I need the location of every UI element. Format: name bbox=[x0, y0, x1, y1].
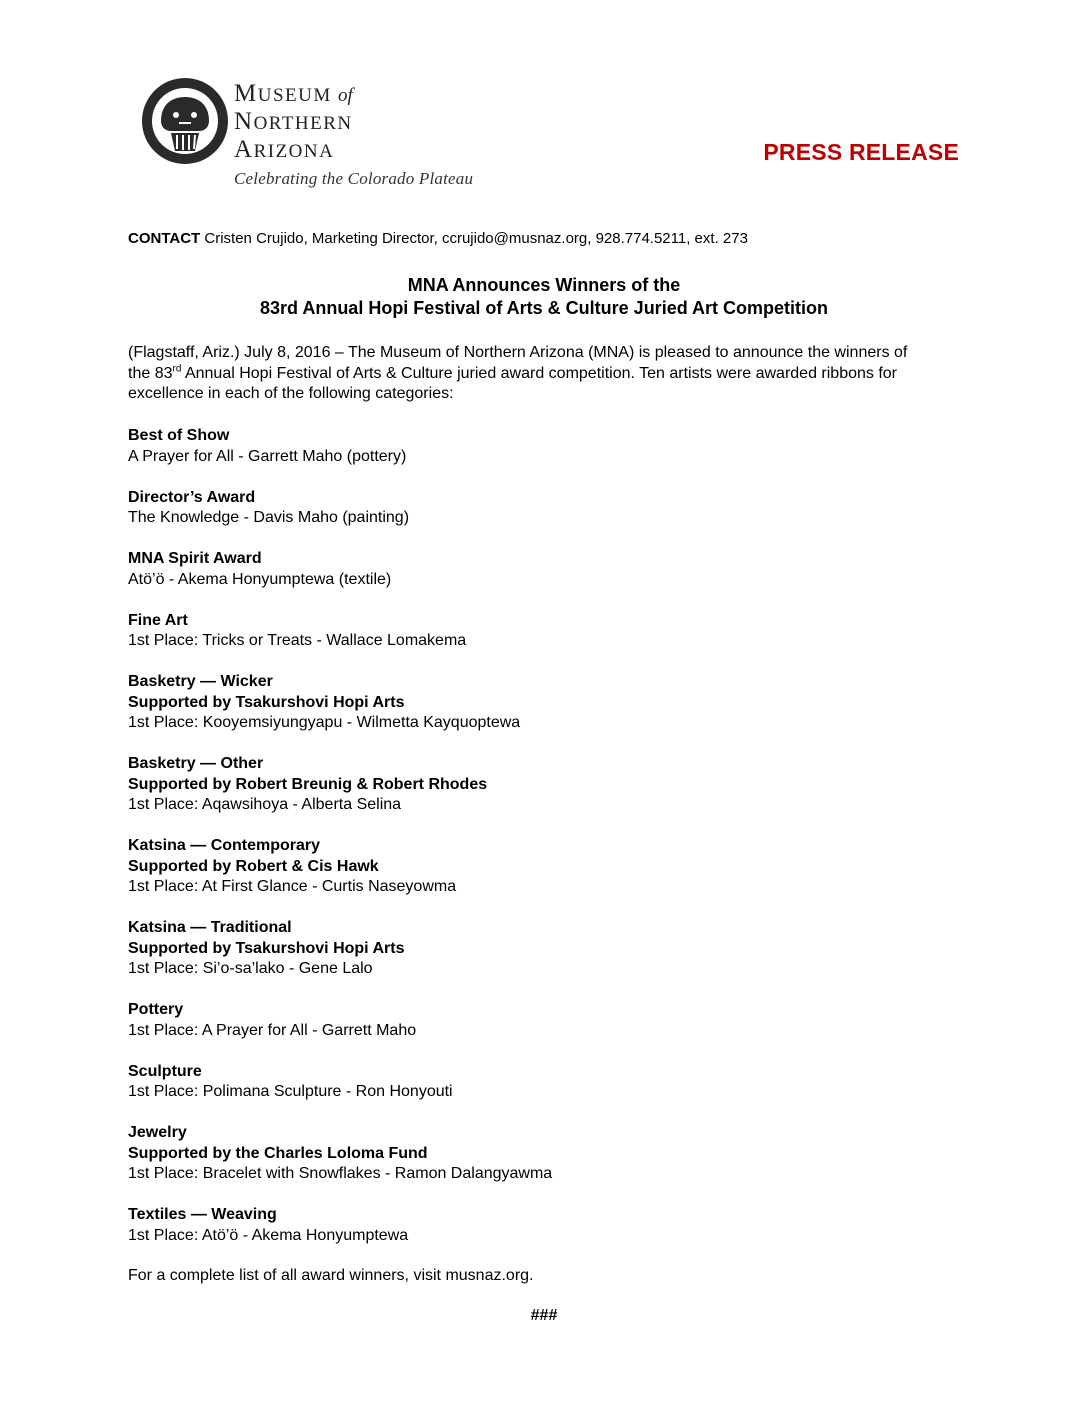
intro-paragraph bbox=[128, 343, 928, 405]
headline-line-1: MNA Announces Winners of the bbox=[407, 275, 681, 295]
award-category: Basketry — Wicker bbox=[128, 673, 273, 690]
contact-line bbox=[128, 230, 748, 247]
logo-line-3 bbox=[234, 137, 473, 165]
museum-name bbox=[234, 81, 473, 189]
award-item bbox=[128, 1000, 928, 1041]
logo-text-useum: USEUM bbox=[257, 85, 332, 106]
award-winner: 1st Place: Aqawsihoya - Alberta Selina bbox=[128, 796, 402, 813]
award-category: Textiles — Weaving bbox=[128, 1206, 277, 1223]
award-winner: 1st Place: Bracelet with Snowflakes - Ramon Dalangyawma bbox=[128, 1165, 553, 1182]
award-winner: 1st Place: At First Glance - Curtis Naseyowma bbox=[128, 878, 457, 895]
award-category: Katsina — Traditional bbox=[128, 919, 292, 936]
press-release-heading: PRESS RELEASE bbox=[763, 139, 959, 165]
award-category: Jewelry bbox=[128, 1124, 187, 1141]
award-item bbox=[128, 488, 928, 529]
logo-cap-a: A bbox=[234, 136, 254, 163]
award-item bbox=[128, 672, 928, 734]
award-item bbox=[128, 549, 928, 590]
logo-tagline: Celebrating the Colorado Plateau bbox=[234, 169, 474, 188]
logo-cap-n: N bbox=[234, 108, 254, 135]
end-marks: ### bbox=[530, 1307, 558, 1324]
intro-superscript: rd bbox=[172, 363, 182, 375]
award-category: Pottery bbox=[128, 1001, 184, 1018]
award-item bbox=[128, 918, 928, 980]
headline bbox=[0, 274, 1088, 320]
contact-details: Cristen Crujido, Marketing Director, ccrujido@musnaz.org, 928.774.5211, ext. 273 bbox=[200, 230, 748, 247]
award-winner: A Prayer for All - Garrett Maho (pottery) bbox=[128, 447, 407, 465]
award-category: Director’s Award bbox=[128, 488, 256, 506]
award-category: Katsina — Contemporary bbox=[128, 837, 321, 854]
museum-logo bbox=[141, 77, 501, 187]
award-category: Fine Art bbox=[128, 611, 188, 629]
logo-line-1 bbox=[234, 81, 473, 109]
headline-line-2: 83rd Annual Hopi Festival of Arts & Culture Juried Art Competition bbox=[259, 298, 829, 318]
award-winner: Atö’ö - Akema Honyumptewa (textile) bbox=[128, 570, 392, 588]
award-supporter: Supported by Robert & Cis Hawk bbox=[128, 857, 379, 875]
logo-text-rizona: RIZONA bbox=[253, 141, 335, 162]
logo-text-of: of bbox=[338, 85, 353, 106]
award-item bbox=[128, 611, 928, 652]
award-winner: 1st Place: Si’o-sa’lako - Gene Lalo bbox=[128, 960, 373, 977]
logo-cap-m: M bbox=[234, 80, 258, 107]
award-item bbox=[128, 1205, 928, 1246]
museum-emblem-icon bbox=[141, 77, 229, 165]
contact-label: CONTACT bbox=[128, 230, 201, 247]
award-item bbox=[128, 836, 928, 898]
award-item bbox=[128, 1062, 928, 1103]
closing-line: For a complete list of all award winners, visit musnaz.org. bbox=[128, 1267, 534, 1284]
logo-text-orthern: ORTHERN bbox=[253, 113, 353, 134]
award-winner: The Knowledge - Davis Maho (painting) bbox=[128, 509, 410, 526]
award-winner: 1st Place: A Prayer for All - Garrett Maho bbox=[128, 1021, 417, 1039]
award-supporter: Supported by the Charles Loloma Fund bbox=[128, 1144, 428, 1162]
awards-list bbox=[128, 426, 928, 1267]
award-supporter: Supported by Tsakurshovi Hopi Arts bbox=[128, 693, 405, 711]
award-item bbox=[128, 754, 928, 816]
award-winner: 1st Place: Polimana Sculpture - Ron Honyouti bbox=[128, 1083, 453, 1100]
award-category: Best of Show bbox=[128, 427, 230, 444]
award-supporter: Supported by Robert Breunig & Robert Rhodes bbox=[128, 775, 488, 793]
award-category: Basketry — Other bbox=[128, 755, 264, 772]
award-item bbox=[128, 1123, 928, 1185]
award-winner: 1st Place: Atö’ö - Akema Honyumptewa bbox=[128, 1226, 409, 1244]
award-item bbox=[128, 426, 928, 467]
award-winner: 1st Place: Kooyemsiyungyapu - Wilmetta Kayquoptewa bbox=[128, 714, 521, 731]
award-winner: 1st Place: Tricks or Treats - Wallace Lomakema bbox=[128, 632, 467, 649]
intro-text-1: (Flagstaff, Ariz.) July 8, 2016 – The Museum of Northern Arizona (MNA) is pleased to announce the winners of the 83 bbox=[128, 344, 908, 382]
award-category: MNA Spirit Award bbox=[128, 550, 262, 567]
intro-text-2: Annual Hopi Festival of Arts & Culture juried award competition. Ten artists were awarded ribbons for excellence in each of the following categories: bbox=[128, 364, 897, 402]
logo-line-2 bbox=[234, 109, 473, 137]
award-category: Sculpture bbox=[128, 1062, 202, 1080]
award-supporter: Supported by Tsakurshovi Hopi Arts bbox=[128, 939, 405, 957]
